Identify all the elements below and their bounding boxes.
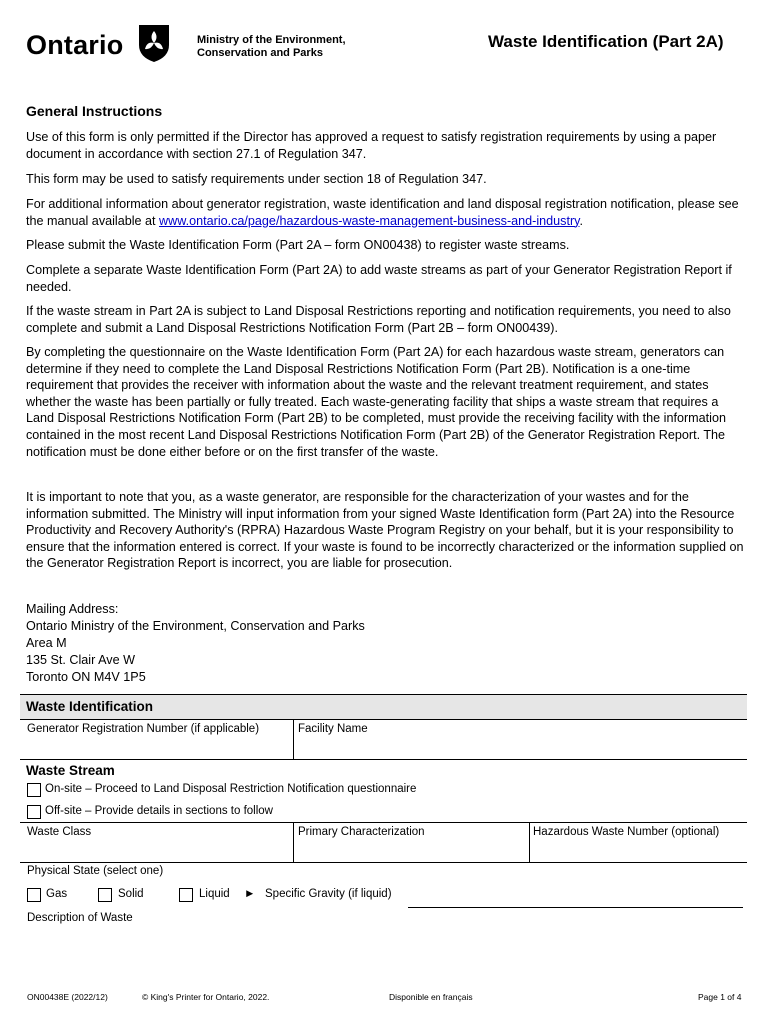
instruction-paragraph-3-end: . bbox=[579, 213, 584, 228]
solid-label: Solid bbox=[118, 888, 144, 900]
generator-registration-input[interactable] bbox=[22, 740, 290, 758]
divider bbox=[529, 822, 530, 862]
description-of-waste-input[interactable] bbox=[22, 930, 744, 970]
divider bbox=[20, 862, 747, 863]
waste-identification-section-header bbox=[20, 694, 747, 720]
mailing-address-label: Mailing Address: bbox=[26, 602, 119, 616]
instruction-paragraph-3-text: For additional information about generator registration, waste identification and land disposal registration notification, please see the manual available at bbox=[26, 197, 739, 228]
specific-gravity-label: Specific Gravity (if liquid) bbox=[265, 888, 392, 900]
instruction-paragraph-6: If the waste stream in Part 2A is subject to Land Disposal Restrictions reporting and notification requirements, you need to also complete and submit a Land Disposal Restrictions Notification Form (Part 2B – form ON00439). bbox=[26, 304, 731, 335]
copyright-notice: © King's Printer for Ontario, 2022. bbox=[142, 992, 270, 1002]
french-version-note: Disponible en français bbox=[389, 992, 473, 1002]
waste-class-input[interactable] bbox=[22, 842, 290, 860]
onsite-checkbox[interactable] bbox=[27, 783, 41, 797]
primary-characterization-input[interactable] bbox=[296, 842, 526, 860]
page-number: Page 1 of 4 bbox=[698, 992, 742, 1002]
generator-registration-label: Generator Registration Number (if applicable) bbox=[27, 723, 260, 735]
instruction-paragraph-7: By completing the questionnaire on the Waste Identification Form (Part 2A) for each hazardous waste stream, generators can determine if they need to complete the Land Disposal Restrictions Notification Form (Part 2B). Notification is a one-time requirement that provides the receiver with information about the waste and the relevant treatment requirement, and states whether the waste has been partially or fully treated. Each waste-generating facility that ships a waste stream that requires a Land Disposal Restrictions Notification Form (Part 2B) to be completed, must provide the receiving facility with the information contained in the most recent Land Disposal Restrictions Notification Form (Part 2B) of the Generator Registration Report. The notification must be done either before or on the first transfer of the waste. bbox=[26, 345, 726, 459]
instruction-paragraph-1: Use of this form is only permitted if the Director has approved a request to satisfy registration requirements by using a paper document in accordance with section 27.1 of Regulation 347. bbox=[26, 130, 717, 161]
solid-checkbox[interactable] bbox=[98, 888, 112, 902]
mailing-address-line-2: Area M bbox=[26, 636, 67, 650]
instruction-paragraph-5: Complete a separate Waste Identification Form (Part 2A) to add waste streams as part of your Generator Registration Report if needed. bbox=[26, 263, 732, 294]
instruction-paragraph-2: This form may be used to satisfy requirements under section 18 of Regulation 347. bbox=[26, 172, 487, 186]
form-title: Waste Identification (Part 2A) bbox=[488, 32, 724, 51]
offsite-checkbox[interactable] bbox=[27, 805, 41, 819]
mailing-address-line-3: 135 St. Clair Ave W bbox=[26, 653, 135, 667]
primary-characterization-label: Primary Characterization bbox=[298, 826, 425, 838]
mailing-address-line-4: Toronto ON M4V 1P5 bbox=[26, 670, 146, 684]
hazardous-waste-number-input[interactable] bbox=[532, 842, 744, 860]
instruction-paragraph-4: Please submit the Waste Identification Form (Part 2A – form ON00438) to register waste streams. bbox=[26, 238, 570, 252]
arrow-right-icon: ► bbox=[244, 888, 256, 900]
ministry-line-1: Ministry of the Environment, bbox=[197, 34, 346, 46]
divider bbox=[293, 822, 294, 862]
ministry-name bbox=[197, 34, 346, 60]
waste-identification-heading: Waste Identification bbox=[26, 699, 154, 714]
offsite-label: Off-site – Provide details in sections to follow bbox=[45, 805, 273, 817]
liquid-label: Liquid bbox=[199, 888, 230, 900]
specific-gravity-input-line[interactable] bbox=[408, 907, 743, 908]
mailing-address bbox=[26, 601, 365, 686]
trillium-logo-icon bbox=[137, 21, 171, 63]
divider bbox=[293, 719, 294, 759]
onsite-label: On-site – Proceed to Land Disposal Restriction Notification questionnaire bbox=[45, 783, 417, 795]
manual-link[interactable]: www.ontario.ca/page/hazardous-waste-management-business-and-industry bbox=[159, 213, 580, 228]
liquid-checkbox[interactable] bbox=[179, 888, 193, 902]
facility-name-label: Facility Name bbox=[298, 723, 368, 735]
instruction-paragraph-8: It is important to note that you, as a waste generator, are responsible for the characterization of your wastes and for the information submitted. The Ministry will input information from your signed Waste Identification form (Part 2A) into the Resource Productivity and Recovery Authority's (RPRA) Hazardous Waste Program Registry on your behalf, but it is your responsibility to ensure that the information entered is correct. If your waste is found to be incorrectly characterized or the information supplied on the Generator Registration Report is incorrect, you are liable for prosecution. bbox=[26, 490, 744, 571]
gas-label: Gas bbox=[46, 888, 68, 900]
divider bbox=[20, 822, 747, 823]
general-instructions-heading: General Instructions bbox=[26, 103, 163, 119]
ontario-logo-text: Ontario bbox=[26, 30, 124, 60]
waste-stream-heading: Waste Stream bbox=[26, 763, 115, 778]
instruction-paragraph-3 bbox=[26, 196, 746, 229]
facility-name-input[interactable] bbox=[296, 740, 744, 758]
hazardous-waste-number-label: Hazardous Waste Number (optional) bbox=[533, 826, 720, 838]
form-code: ON00438E (2022/12) bbox=[27, 992, 108, 1002]
mailing-address-line-1: Ontario Ministry of the Environment, Conservation and Parks bbox=[26, 619, 365, 633]
divider bbox=[20, 759, 747, 760]
description-of-waste-label: Description of Waste bbox=[27, 912, 133, 924]
gas-checkbox[interactable] bbox=[27, 888, 41, 902]
waste-class-label: Waste Class bbox=[27, 826, 92, 838]
ministry-line-2: Conservation and Parks bbox=[197, 47, 323, 59]
physical-state-label: Physical State (select one) bbox=[27, 865, 164, 877]
